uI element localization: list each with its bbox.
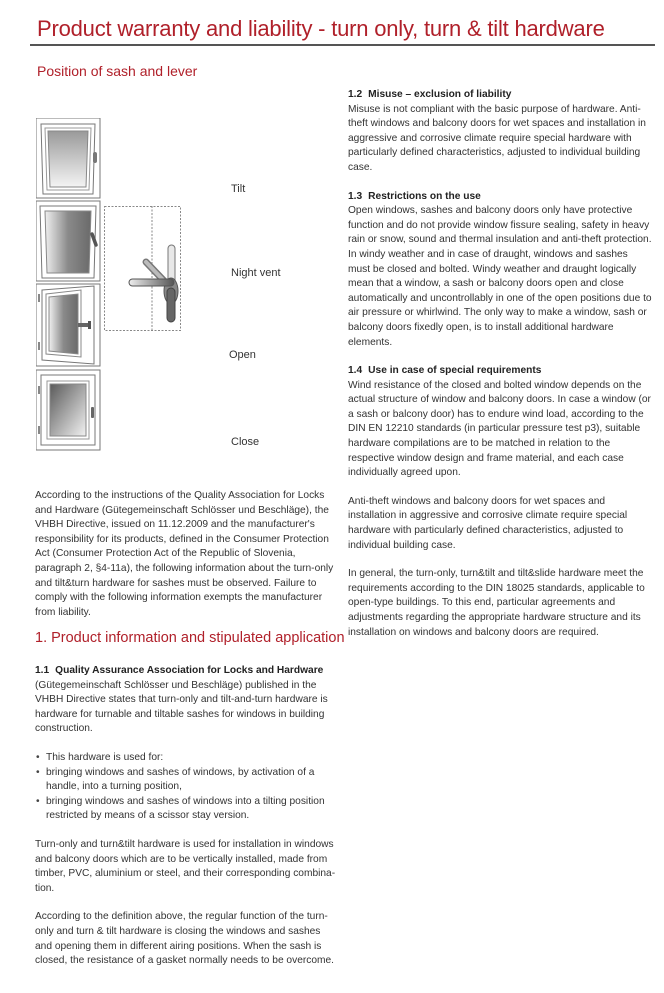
window-closed-icon xyxy=(36,370,100,450)
paragraph: In general, the turn-only, turn&tilt and tilt&slide hardware meet the requirements according to the DIN 18025 standards, applicable to open-type buildings. To this end, particular agreements and adjustments regarding the appropriate hardware structure and its installation on windows and balcony doors are required. xyxy=(348,568,645,638)
list-item: • This hardware is used for: xyxy=(35,751,337,766)
window-open-icon xyxy=(36,284,100,366)
paragraph: According to the definition above, the regular function of the turn-only and turn & tilt hardware is closing the windows and sashes and opening them in different airing positions. When the sash is closed, the resistance of a gasket normally needs to be overcome. xyxy=(35,911,334,967)
list-item: • bringing windows and sashes of windows, by activation of a handle, into a turning position, xyxy=(35,766,337,795)
section-text: Wind resistance of the closed and bolted window depends on the actual structure of window and balcony doors. In case a window (or a sash or balcony door) has to endure wind load, according to the DIN EN 12210 standards (in particular pressure test p3), suitable hardware compilations are to be matched in relation to the respective window design and frame material, and each case individually agreed upon. xyxy=(348,379,651,479)
bullet-list xyxy=(35,751,337,824)
intro-paragraph: According to the instructions of the Quality Association for Locks and Hardware (Gütegemeinschaft Schlösser und Beschläge), the VHBH Directive, issued on 11.12.2009 and the manufacturer's responsibility for its products, defined in the Consumer Protection Act (Consumer Protection Act of the Republic of Slovenia, paragraph 2, §4-11a), the following information about the turn-only and tilt&turn hardware for sashes must be observed. Failure to comply with the following information exempts the manufacturer from liability. xyxy=(35,490,334,618)
title-underline xyxy=(30,44,655,46)
section-number: 1.2 xyxy=(348,89,363,100)
sash-lever-figure xyxy=(36,118,186,460)
section-number: 1.3 xyxy=(348,190,363,202)
paragraph: Turn-only and turn&tilt hardware is used for installation in windows and balcony doors which are to be vertically installed, made from timber, PVC, aluminium or steel, and their corresponding combina-tion. xyxy=(35,838,336,894)
section-1-heading: 1. Product information and stipulated application xyxy=(35,630,345,646)
section-text: Misuse is not compliant with the basic purpose of hardware. Anti-theft windows and balcony doors for wet spaces and installation in aggressive and corrosive climate require special hardware with particularly defined characteristics, adjusted to individual building case. xyxy=(348,103,646,173)
figure-subtitle: Position of sash and lever xyxy=(37,63,198,79)
label-close: Close xyxy=(231,436,260,448)
section-title: Misuse – exclusion of liability xyxy=(368,89,512,100)
page-title: Product warranty and liability - turn only, turn & tilt hardware xyxy=(37,16,605,41)
section-text: (Gütegemeinschaft Schlösser und Beschläge) published in the VHBH Directive states that turn-only and tilt-and-turn hardware is hardware for turnable and tiltable sashes for windows in building construction. xyxy=(35,679,328,735)
label-night-vent: Night vent xyxy=(231,267,281,279)
label-tilt: Tilt xyxy=(231,183,246,195)
section-text: Open windows, sashes and balcony doors only have protective function and do not provide window fissure sealing, safety in heavy rain or snow, sound and thermal insulation and anti-theft protection. In windy weather and in case of draught, windows and sashes must be closed and bolted. Windy weather and draught logically mean that a window, a sash or balcony doors open and close automatically and uncontrollably in one of the open positions due to air pressure or whirlwind. The only way to make a window, sash or balcony doors fixedly open, is to install additional hardware elements. xyxy=(348,205,652,348)
window-night-vent-icon xyxy=(36,201,100,281)
label-open: Open xyxy=(229,349,256,361)
section-title: Quality Assurance Association for Locks and Hardware xyxy=(55,665,324,676)
section-number: 1.4 xyxy=(348,365,363,377)
section-title: Restrictions on the use xyxy=(368,190,481,202)
right-column xyxy=(348,88,652,640)
section-1-1 xyxy=(35,664,337,969)
section-number: 1.1 xyxy=(35,665,50,676)
paragraph: Anti-theft windows and balcony doors for wet spaces and installation in aggressive and corrosive climate require special hardware with particularly defined characteristics, adjusted to individual building case. xyxy=(348,495,628,551)
window-tilt-icon xyxy=(36,118,100,198)
lever-positions-icon xyxy=(105,206,181,331)
list-item: • bringing windows and sashes of windows into a tilting position restricted by means of a scissor stay version. xyxy=(35,795,337,824)
section-title: Use in case of special requirements xyxy=(368,365,542,377)
